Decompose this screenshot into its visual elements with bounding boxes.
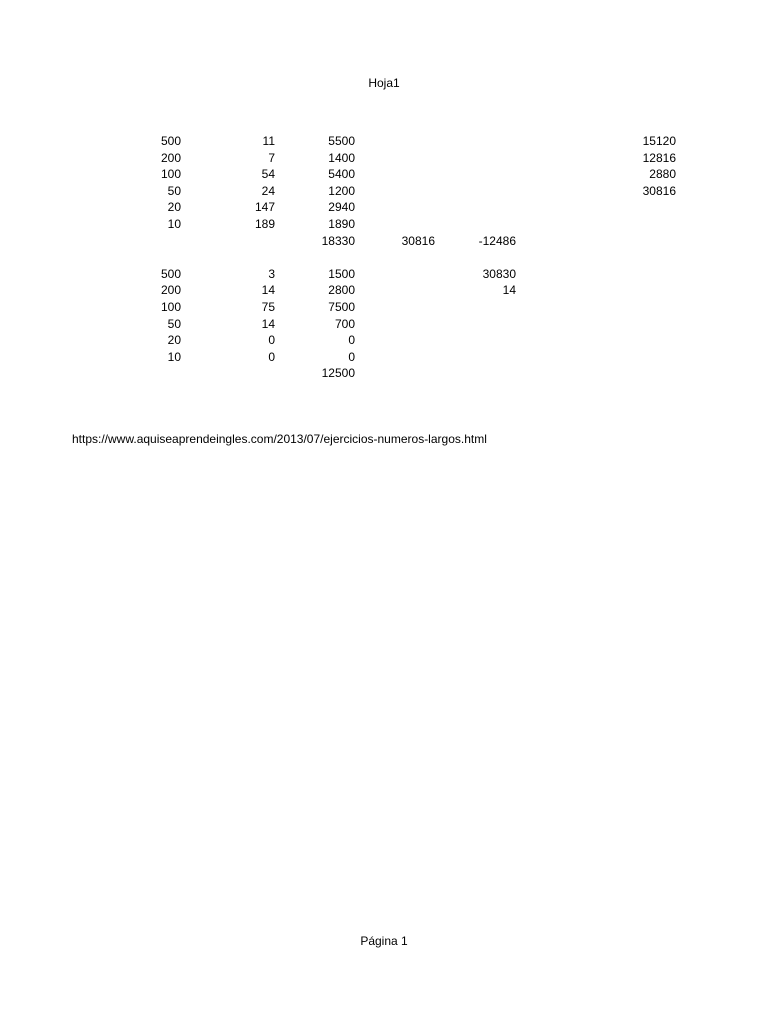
table-cell: 30816 bbox=[401, 233, 435, 248]
sheet-title: Hoja1 bbox=[368, 76, 400, 90]
table-row bbox=[0, 349, 768, 366]
table-cell: 3 bbox=[268, 266, 275, 281]
table-cell: 189 bbox=[254, 216, 275, 231]
table-row bbox=[0, 133, 768, 150]
table-cell: 54 bbox=[261, 167, 275, 182]
table-cell: 2800 bbox=[328, 283, 355, 298]
reference-url bbox=[72, 431, 487, 447]
table-row bbox=[0, 365, 768, 382]
table-block-1 bbox=[0, 133, 768, 249]
table-cell: 1890 bbox=[328, 216, 355, 231]
table-row bbox=[0, 316, 768, 333]
page-header bbox=[0, 75, 768, 91]
url-text: https://www.aquiseaprendeingles.com/2013/07/ejercicios-numeros-largos.html bbox=[72, 432, 487, 446]
table-cell: 5400 bbox=[328, 167, 355, 182]
table-cell: 0 bbox=[348, 349, 355, 364]
table-cell: 1400 bbox=[328, 150, 355, 165]
table-cell: 20 bbox=[167, 333, 181, 348]
table-cell: 15120 bbox=[642, 134, 676, 148]
page-number: Página 1 bbox=[360, 934, 408, 948]
table-row bbox=[0, 183, 768, 200]
table-cell: 14 bbox=[261, 316, 275, 331]
table-cell: 700 bbox=[334, 316, 355, 331]
table-row bbox=[0, 150, 768, 167]
table-row bbox=[0, 332, 768, 349]
table-row bbox=[0, 199, 768, 216]
table-cell: 200 bbox=[160, 283, 181, 298]
table-block-2 bbox=[0, 266, 768, 382]
table-cell: 500 bbox=[160, 134, 181, 148]
table-cell: 50 bbox=[167, 316, 181, 331]
table-cell: 75 bbox=[261, 299, 275, 314]
table-cell: 2940 bbox=[328, 200, 355, 215]
table-cell: 1200 bbox=[328, 183, 355, 198]
table-cell: 1500 bbox=[328, 266, 355, 281]
table-cell: 5500 bbox=[328, 134, 355, 148]
table-cell: 10 bbox=[167, 349, 181, 364]
table-cell: 20 bbox=[167, 200, 181, 215]
table-cell: -12486 bbox=[478, 233, 516, 248]
table-row bbox=[0, 282, 768, 299]
table-cell: 0 bbox=[348, 333, 355, 348]
table-cell: 14 bbox=[261, 283, 275, 298]
table-cell: 50 bbox=[167, 183, 181, 198]
table-row bbox=[0, 266, 768, 283]
table-cell: 100 bbox=[160, 299, 181, 314]
table-cell: 30816 bbox=[642, 183, 676, 198]
table-cell: 14 bbox=[502, 283, 516, 298]
table-row bbox=[0, 216, 768, 233]
table-cell: 2880 bbox=[649, 167, 676, 182]
table-cell: 10 bbox=[167, 216, 181, 231]
page-footer bbox=[0, 933, 768, 949]
table-cell: 0 bbox=[268, 333, 275, 348]
table-row bbox=[0, 166, 768, 183]
table-cell: 100 bbox=[160, 167, 181, 182]
table-cell: 30830 bbox=[482, 266, 516, 281]
spreadsheet-grid bbox=[0, 133, 768, 382]
table-cell: 11 bbox=[262, 134, 275, 148]
table-cell: 7500 bbox=[328, 299, 355, 314]
empty-row bbox=[0, 249, 768, 266]
table-cell: 12500 bbox=[321, 366, 355, 381]
table-row bbox=[0, 299, 768, 316]
table-cell: 7 bbox=[268, 150, 275, 165]
table-cell: 200 bbox=[160, 150, 181, 165]
table-cell: 18330 bbox=[321, 233, 355, 248]
table-cell: 24 bbox=[261, 183, 275, 198]
table-cell: 500 bbox=[160, 266, 181, 281]
table-row bbox=[0, 233, 768, 250]
table-cell: 147 bbox=[254, 200, 275, 215]
table-cell: 0 bbox=[268, 349, 275, 364]
table-cell: 12816 bbox=[642, 150, 676, 165]
